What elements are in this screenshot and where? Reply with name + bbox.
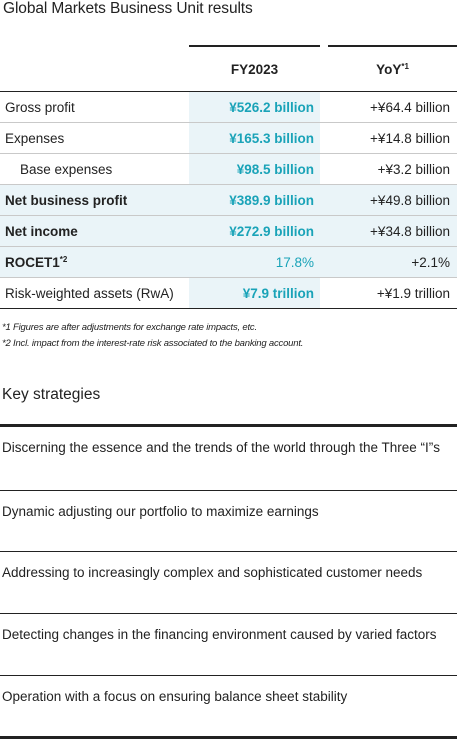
strategy-item: Addressing to increasingly complex and sophisticated customer needs bbox=[0, 552, 457, 614]
row-yoy: +¥1.9 trillion bbox=[328, 278, 457, 309]
row-gap bbox=[320, 216, 328, 247]
row-gap bbox=[320, 123, 328, 154]
row-label-note: *2 bbox=[59, 254, 68, 264]
table-row bbox=[0, 154, 457, 185]
row-gap bbox=[320, 247, 328, 278]
row-label: Base expenses bbox=[0, 154, 189, 185]
row-yoy: +¥14.8 billion bbox=[328, 123, 457, 154]
row-value: ¥165.3 billion bbox=[189, 123, 320, 154]
row-gap bbox=[320, 185, 328, 216]
strategies-title: Key strategies bbox=[2, 386, 101, 403]
row-label: ROCET1 bbox=[5, 254, 60, 270]
row-yoy: +¥34.8 billion bbox=[328, 216, 457, 247]
table-row bbox=[0, 247, 457, 278]
strategy-item: Discerning the essence and the trends of the world through the Three “I”s bbox=[0, 427, 457, 491]
row-value: 17.8% bbox=[189, 247, 320, 278]
strategy-item: Dynamic adjusting our portfolio to maximize earnings bbox=[0, 491, 457, 552]
row-gap bbox=[320, 92, 328, 123]
row-label: Net business profit bbox=[0, 185, 189, 216]
footnote-2: *2 Incl. impact from the interest-rate risk associated to the banking account. bbox=[2, 338, 304, 349]
table-row bbox=[0, 123, 457, 154]
row-value: ¥272.9 billion bbox=[189, 216, 320, 247]
header-fy bbox=[189, 46, 320, 92]
results-table bbox=[0, 45, 457, 309]
row-label: Net income bbox=[0, 216, 189, 247]
strategy-item: Detecting changes in the financing environment caused by varied factors bbox=[0, 614, 457, 676]
table-row bbox=[0, 278, 457, 309]
strategies-list bbox=[0, 424, 457, 739]
row-yoy: +¥64.4 billion bbox=[328, 92, 457, 123]
row-label: Risk-weighted assets (RwA) bbox=[0, 278, 189, 309]
table-row bbox=[0, 92, 457, 123]
row-label: Expenses bbox=[0, 123, 189, 154]
row-gap bbox=[320, 278, 328, 309]
footnotes bbox=[2, 320, 303, 352]
page-title: Global Markets Business Unit results bbox=[3, 0, 253, 17]
row-value: ¥526.2 billion bbox=[189, 92, 320, 123]
row-yoy: +¥49.8 billion bbox=[328, 185, 457, 216]
table-row bbox=[0, 216, 457, 247]
row-label: Gross profit bbox=[0, 92, 189, 123]
header-blank bbox=[0, 46, 189, 92]
row-gap bbox=[320, 154, 328, 185]
footnote-1: *1 Figures are after adjustments for exchange rate impacts, etc. bbox=[2, 322, 257, 333]
header-gap bbox=[320, 46, 328, 92]
row-yoy: +2.1% bbox=[328, 247, 457, 278]
row-value: ¥389.9 billion bbox=[189, 185, 320, 216]
row-yoy: +¥3.2 billion bbox=[328, 154, 457, 185]
table-header-row bbox=[0, 46, 457, 92]
header-yoy bbox=[328, 46, 457, 92]
header-yoy-label: YoY bbox=[376, 61, 402, 77]
strategy-item: Operation with a focus on ensuring balance sheet stability bbox=[0, 676, 457, 739]
row-label-cell bbox=[0, 247, 189, 278]
header-fy-label: FY2023 bbox=[230, 61, 279, 77]
row-value: ¥7.9 trillion bbox=[189, 278, 320, 309]
header-yoy-note: *1 bbox=[401, 61, 409, 71]
row-value: ¥98.5 billion bbox=[189, 154, 320, 185]
table-row bbox=[0, 185, 457, 216]
